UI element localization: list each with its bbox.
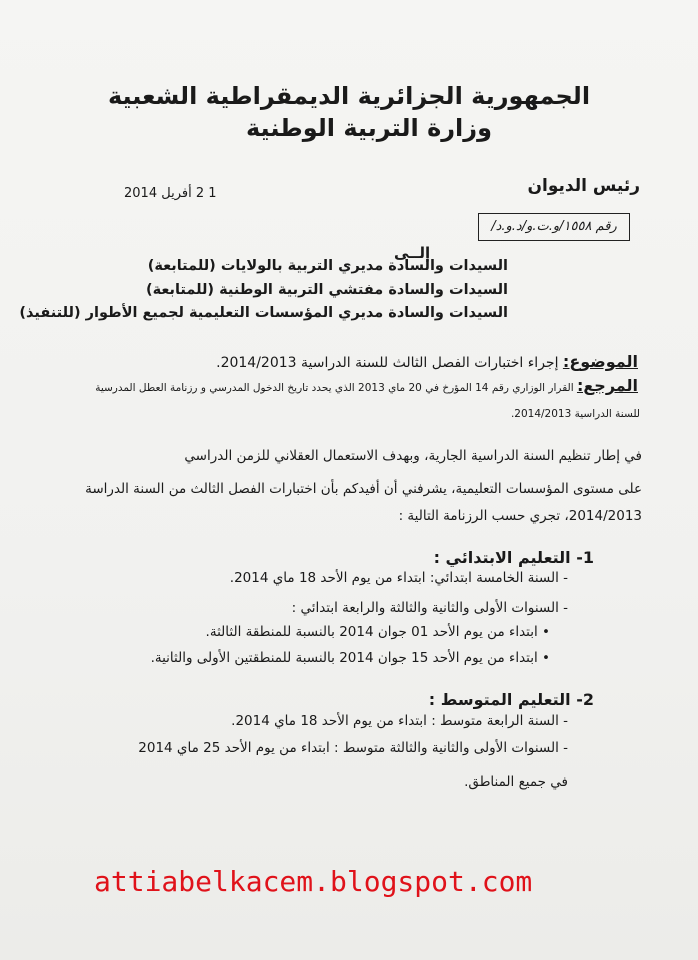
primary-bullet-2: • ابتداء من يوم الأحد 15 جوان 2014 بالنسبة للمنطقتين الأولى والثانية. xyxy=(150,650,550,666)
republic-heading: الجمهورية الجزائرية الديمقراطية الشعبية xyxy=(107,82,591,110)
section-primary-title: 1- التعليم الابتدائي : xyxy=(433,548,594,567)
addressee-line-2: السيدات والسادة مفتشي التربية الوطنية (للمتابعة) xyxy=(145,282,508,298)
middle-item-2: - السنوات الأولى والثانية والثالثة متوسط : ابتداء من يوم الأحد 25 ماي 2014 xyxy=(138,740,568,756)
middle-item-1: - السنة الرابعة متوسط : ابتداء من يوم الأحد 18 ماي 2014. xyxy=(231,713,568,729)
subject-label: الموضوع: xyxy=(562,352,638,371)
subject-line xyxy=(216,352,638,371)
primary-item-2: - السنوات الأولى والثانية والثالثة والرابعة ابتدائي : xyxy=(291,600,568,616)
office-label: رئيس الديوان xyxy=(527,176,640,196)
to-label: إلــى xyxy=(394,244,431,262)
primary-bullet-1: • ابتداء من يوم الأحد 01 جوان 2014 بالنسبة للمنطقة الثالثة. xyxy=(205,624,550,640)
section-middle-title: 2- التعليم المتوسط : xyxy=(428,690,594,709)
reference-line xyxy=(95,376,638,395)
document-date: 1 2 أفريل 2014 xyxy=(124,186,217,201)
body-line-2: على مستوى المؤسسات التعليمية، يشرفني أن أفيدكم بأن اختبارات الفصل الثالث من السنة الدراسة xyxy=(85,481,642,497)
reference-number-box: رقم ١٥٥٨/و.ت.و/د.و.د/ xyxy=(478,213,630,241)
reference-text: القرار الوزاري رقم 14 المؤرخ في 20 ماي 2013 الذي يحدد تاريخ الدخول المدرسي و رزنامة العطل المدرسية xyxy=(95,382,574,394)
primary-item-1: - السنة الخامسة ابتدائي: ابتداء من يوم الأحد 18 ماي 2014. xyxy=(229,570,568,586)
body-line-3: 2014/2013، تجري حسب الرزنامة التالية : xyxy=(398,508,642,524)
middle-item-3: في جميع المناطق. xyxy=(464,774,568,790)
ministry-heading: وزارة التربية الوطنية xyxy=(245,114,493,142)
body-line-1: في إطار تنظيم السنة الدراسية الجارية، وبهدف الاستعمال العقلاني للزمن الدراسي xyxy=(184,448,642,464)
blog-watermark: attiabelkacem.blogspot.com xyxy=(94,865,533,898)
reference-label: المرجع: xyxy=(576,376,638,395)
addressee-line-3: السيدات والسادة مديري المؤسسات التعليمية لجميع الأطوار (للتنفيذ) xyxy=(19,305,508,321)
subject-text: إجراء اختبارات الفصل الثالث للسنة الدراسية 2014/2013. xyxy=(216,355,559,371)
reference-text-continued: للسنة الدراسية 2014/2013. xyxy=(510,408,640,420)
addressee-line-1: السيدات والسادة مديري التربية بالولايات (للمتابعة) xyxy=(147,258,508,274)
